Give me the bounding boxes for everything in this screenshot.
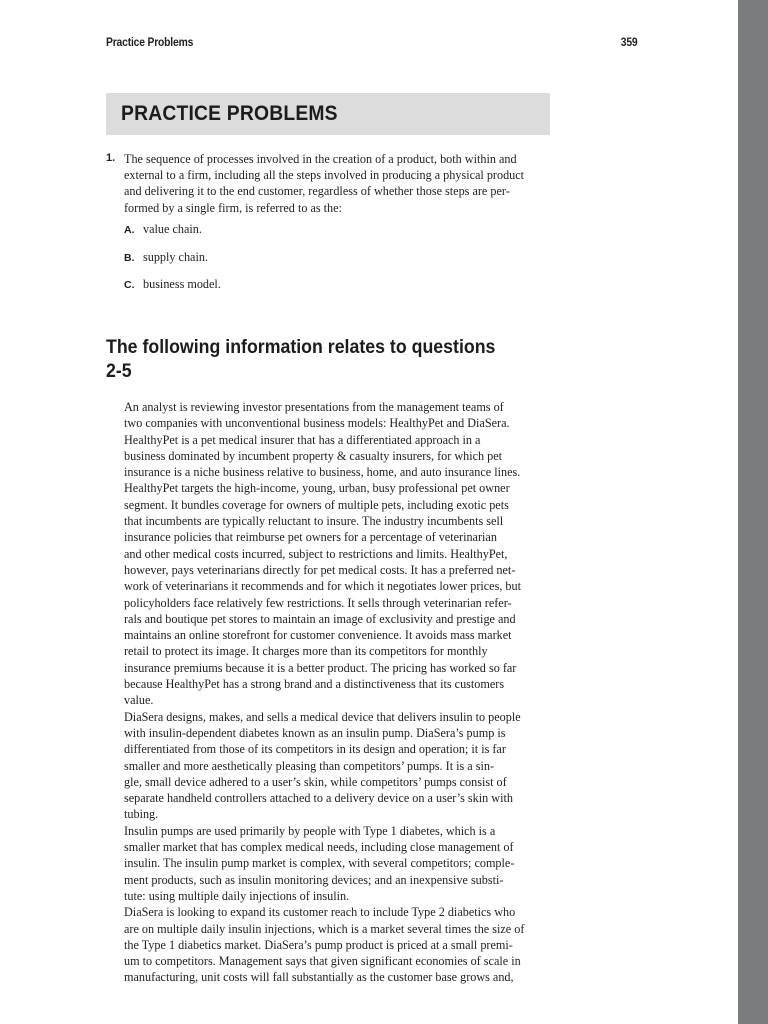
passage-line: maintains an online storefront for customer convenience. It avoids mass market (124, 628, 512, 643)
page-edge-strip (738, 0, 768, 1024)
passage-line: because HealthyPet has a strong brand and a distinctiveness that its customers (124, 677, 505, 692)
question-number: 1. (106, 152, 116, 164)
passage-line: two companies with unconventional business models: HealthyPet and DiaSera. (124, 416, 510, 431)
passage-line: ment products, such as insulin monitoring devices; and an inexpensive substi- (124, 872, 504, 887)
passage-line: HealthyPet targets the high-income, young, urban, busy professional pet owner (124, 481, 510, 496)
passage-line: manufacturing, unit costs will fall substantially as the customer base grows and, (124, 970, 514, 985)
passage-line: segment. It bundles coverage for owners of multiple pets, including exotic pets (124, 497, 509, 512)
passage-line: tubing. (124, 807, 159, 822)
passage-paragraph (124, 904, 554, 985)
passage-line: tute: using multiple daily injections of insulin. (124, 888, 350, 903)
option-text: business model. (143, 277, 221, 291)
passage-line: differentiated from those of its competitors in its design and operation; it is far (124, 742, 506, 757)
passage-line: with insulin-dependent diabetes known as an insulin pump. DiaSera’s pump is (124, 725, 506, 740)
passage-paragraph (124, 823, 554, 904)
passage-line: however, pays veterinarians directly for pet medical costs. It has a preferred net- (124, 562, 516, 577)
passage-line: are on multiple daily insulin injections, which is a market several times the size of (124, 921, 525, 936)
passage-paragraph (124, 399, 554, 709)
option-text: supply chain. (143, 250, 208, 264)
passage-line: smaller market that has complex medical needs, including close management of (124, 840, 514, 855)
case-passage (124, 399, 554, 986)
running-title: Practice Problems (106, 35, 194, 49)
option-text: value chain. (143, 222, 202, 236)
option-letter: C. (124, 279, 135, 291)
passage-line: smaller and more aesthetically pleasing than competitors’ pumps. It is a sin- (124, 758, 495, 773)
passage-line: insulin. The insulin pump market is complex, with several competitors; comple- (124, 856, 515, 871)
option-letter: A. (124, 224, 135, 236)
passage-line: insurance premiums because it is a better product. The pricing has worked so far (124, 660, 517, 675)
passage-line: policyholders face relatively few restrictions. It sells through veterinarian refer- (124, 595, 512, 610)
passage-line: the Type 1 diabetics market. DiaSera’s pump product is priced at a small premi- (124, 937, 513, 952)
stem-line: The sequence of processes involved in the creation of a product, both within and (124, 152, 517, 166)
info-heading-line: The following information relates to questions (106, 336, 496, 358)
stem-line: and delivering it to the end customer, regardless of whether those steps are per- (124, 184, 510, 199)
passage-line: and other medical costs incurred, subject to restrictions and limits. HealthyPet, (124, 546, 508, 561)
info-heading-line: 2-5 (106, 360, 132, 382)
passage-paragraph (124, 709, 554, 823)
passage-line: rals and boutique pet stores to maintain an image of exclusivity and prestige and (124, 611, 516, 626)
section-title: PRACTICE PROBLEMS (121, 102, 338, 125)
section-banner (106, 93, 550, 135)
passage-line: retail to protect its image. It charges more than its competitors for monthly (124, 644, 488, 659)
passage-line: gle, small device adhered to a user’s skin, while competitors’ pumps consist of (124, 774, 507, 789)
passage-line: HealthyPet is a pet medical insurer that has a differentiated approach in a (124, 432, 481, 447)
passage-line: separate handheld controllers attached to a delivery device on a user’s skin with (124, 791, 513, 806)
question-stem (124, 151, 556, 216)
stem-line: formed by a single firm, is referred to as the: (124, 200, 342, 215)
running-header (106, 35, 723, 49)
page-number: 359 (620, 35, 638, 49)
passage-line: DiaSera is looking to expand its customer reach to include Type 2 diabetics who (124, 905, 516, 920)
option-letter: B. (124, 252, 135, 264)
stem-line: external to a firm, including all the steps involved in producing a physical product (124, 168, 525, 183)
passage-line: work of veterinarians it recommends and for which it negotiates lower prices, but (124, 579, 521, 594)
passage-line: Insulin pumps are used primarily by people with Type 1 diabetes, which is a (124, 823, 496, 838)
passage-line: DiaSera designs, makes, and sells a medical device that delivers insulin to people (124, 709, 521, 724)
info-heading (106, 335, 566, 383)
passage-line: um to competitors. Management says that given significant economies of scale in (124, 954, 521, 969)
passage-line: value. (124, 693, 154, 708)
passage-line: An analyst is reviewing investor presentations from the management teams of (124, 400, 504, 414)
passage-line: business dominated by incumbent property & casualty insurers, for which pet (124, 448, 503, 463)
passage-line: insurance policies that reimburse pet owners for a percentage of veterinarian (124, 530, 497, 545)
passage-line: insurance is a niche business relative to business, home, and auto insurance lines. (124, 465, 521, 480)
passage-line: that incumbents are typically reluctant to insure. The industry incumbents sell (124, 514, 504, 529)
